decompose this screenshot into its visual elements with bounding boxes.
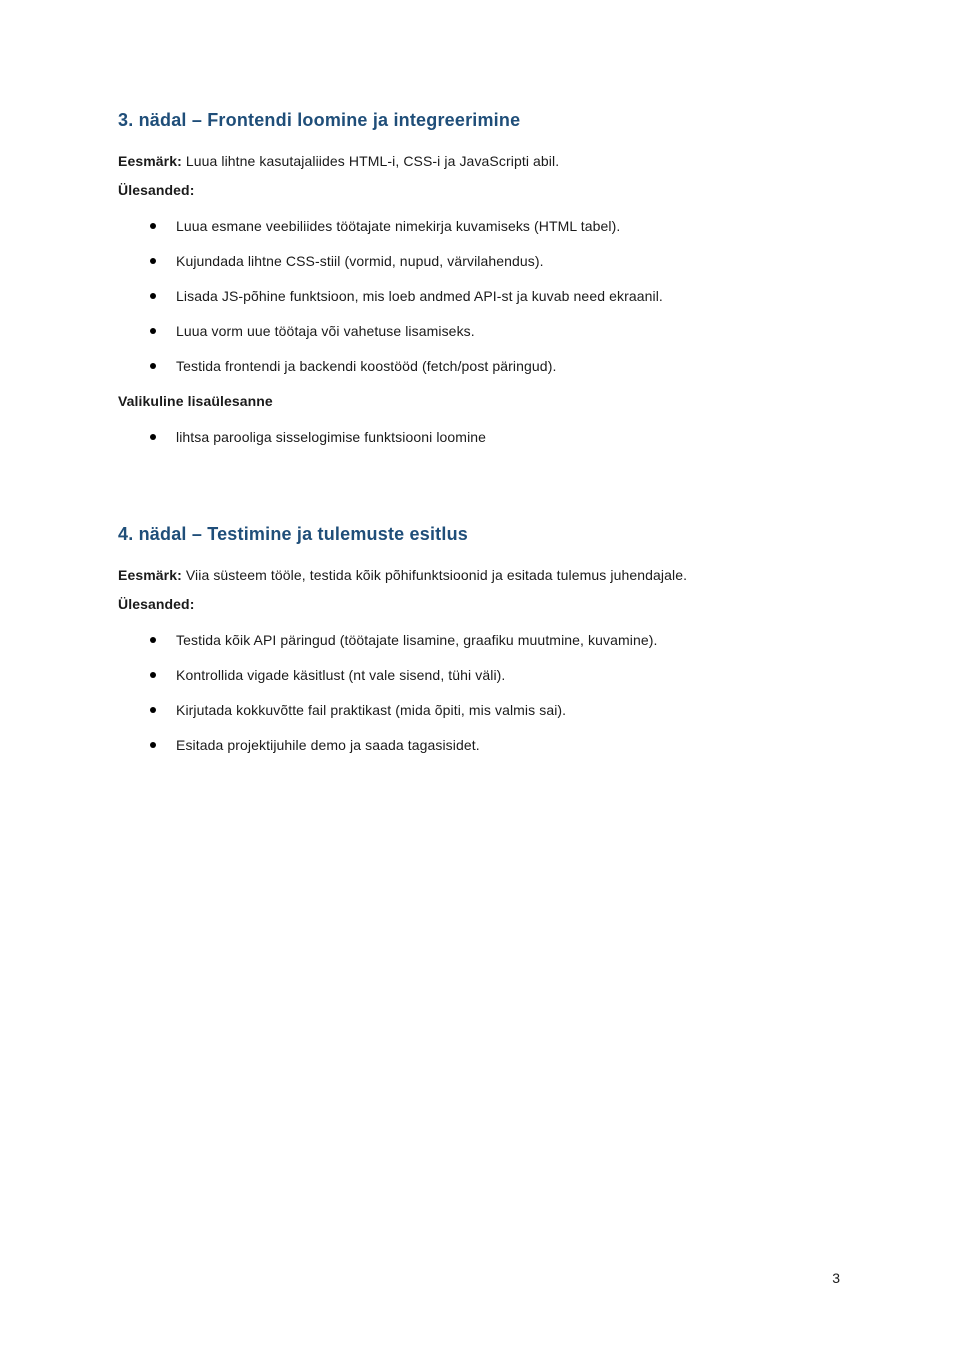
page-number: 3: [832, 1270, 840, 1286]
goal-label: Eesmärk:: [118, 567, 182, 583]
task-text: Lisada JS-põhine funktsioon, mis loeb andmed API-st ja kuvab need ekraanil.: [176, 288, 663, 304]
task-text: Luua esmane veebiliides töötajate nimekirja kuvamiseks (HTML tabel).: [176, 218, 621, 234]
section-divider-space: [118, 462, 842, 522]
section-heading-week-4: 4. nädal – Testimine ja tulemuste esitlus: [118, 524, 468, 544]
bullet-icon: [150, 363, 156, 369]
goal-text: Viia süsteem tööle, testida kõik põhifunktsioonid ja esitada tulemus juhendajale.: [181, 567, 688, 583]
list-item: [118, 321, 842, 341]
list-item: [118, 735, 842, 755]
bullet-icon: [150, 293, 156, 299]
section-heading-week-3: 3. nädal – Frontendi loomine ja integreerimine: [118, 110, 521, 130]
task-list-week-4: [118, 630, 842, 755]
optional-task-list-week-3: [118, 427, 842, 447]
list-item: [118, 665, 842, 685]
bullet-icon: [150, 434, 156, 440]
tasks-label: Ülesanded:: [118, 182, 195, 198]
task-text: Kontrollida vigade käsitlust (nt vale sisend, tühi väli).: [176, 667, 506, 683]
goal-label: Eesmärk:: [118, 153, 182, 169]
task-text: Luua vorm uue töötaja või vahetuse lisamiseks.: [176, 323, 475, 339]
list-item: [118, 630, 842, 650]
task-text: Esitada projektijuhile demo ja saada tagasisidet.: [176, 737, 480, 753]
list-item: [118, 427, 842, 447]
task-text: Kujundada lihtne CSS-stiil (vormid, nupud, värvilahendus).: [176, 253, 544, 269]
task-text: Testida kõik API päringud (töötajate lisamine, graafiku muutmine, kuvamine).: [176, 632, 658, 648]
task-text: Kirjutada kokkuvõtte fail praktikast (mida õpiti, mis valmis sai).: [176, 702, 567, 718]
bullet-icon: [150, 742, 156, 748]
bullet-icon: [150, 637, 156, 643]
tasks-label: Ülesanded:: [118, 596, 195, 612]
goal-paragraph: [118, 565, 842, 585]
bullet-icon: [150, 707, 156, 713]
list-item: [118, 216, 842, 236]
task-text: Testida frontendi ja backendi koostööd (fetch/post päringud).: [176, 358, 557, 374]
task-list-week-3: [118, 216, 842, 376]
list-item: [118, 286, 842, 306]
bullet-icon: [150, 328, 156, 334]
task-text: lihtsa parooliga sisselogimise funktsiooni loomine: [176, 429, 487, 445]
goal-paragraph: [118, 151, 842, 171]
bullet-icon: [150, 672, 156, 678]
bullet-icon: [150, 258, 156, 264]
list-item: [118, 700, 842, 720]
list-item: [118, 356, 842, 376]
bullet-icon: [150, 223, 156, 229]
goal-text: Luua lihtne kasutajaliides HTML-i, CSS-i ja JavaScripti abil.: [181, 153, 560, 169]
optional-tasks-label: Valikuline lisaülesanne: [118, 393, 273, 409]
list-item: [118, 251, 842, 271]
